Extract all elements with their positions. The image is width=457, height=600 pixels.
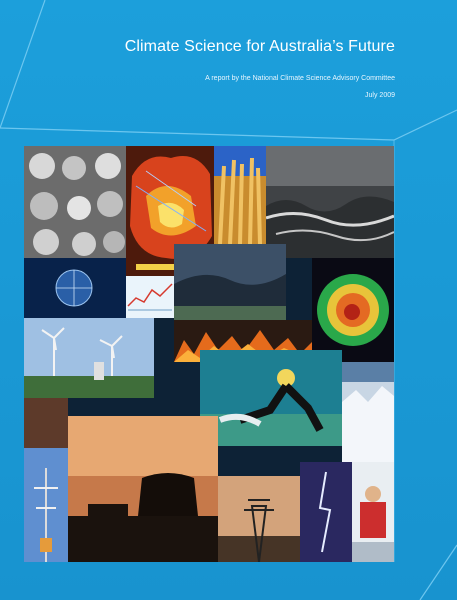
arctic-person-photo [352, 462, 394, 562]
wind-turbines-photo [24, 318, 154, 398]
lightning-photo [300, 462, 352, 562]
power-pylon-photo [218, 476, 300, 562]
wheat-photo [214, 146, 266, 244]
rough-sea-photo [266, 146, 394, 258]
satellite-globe-photo [24, 258, 126, 318]
report-subtitle: A report by the National Climate Science Advisory Committee [205, 75, 395, 82]
satellite-dishes-photo [24, 146, 126, 258]
report-title: Climate Science for Australia’s Future [124, 38, 395, 55]
data-chart-photo [126, 276, 174, 318]
report-header [125, 38, 395, 99]
storm-cloud-photo [174, 244, 286, 320]
diver-photo [200, 350, 342, 446]
cattle-sunset-photo [68, 416, 218, 562]
photo-collage [24, 146, 394, 562]
weather-station-photo [24, 398, 68, 562]
snow-ice-photo [342, 362, 394, 462]
report-date: July 2009 [365, 92, 395, 99]
ozone-globe-map [312, 258, 394, 362]
